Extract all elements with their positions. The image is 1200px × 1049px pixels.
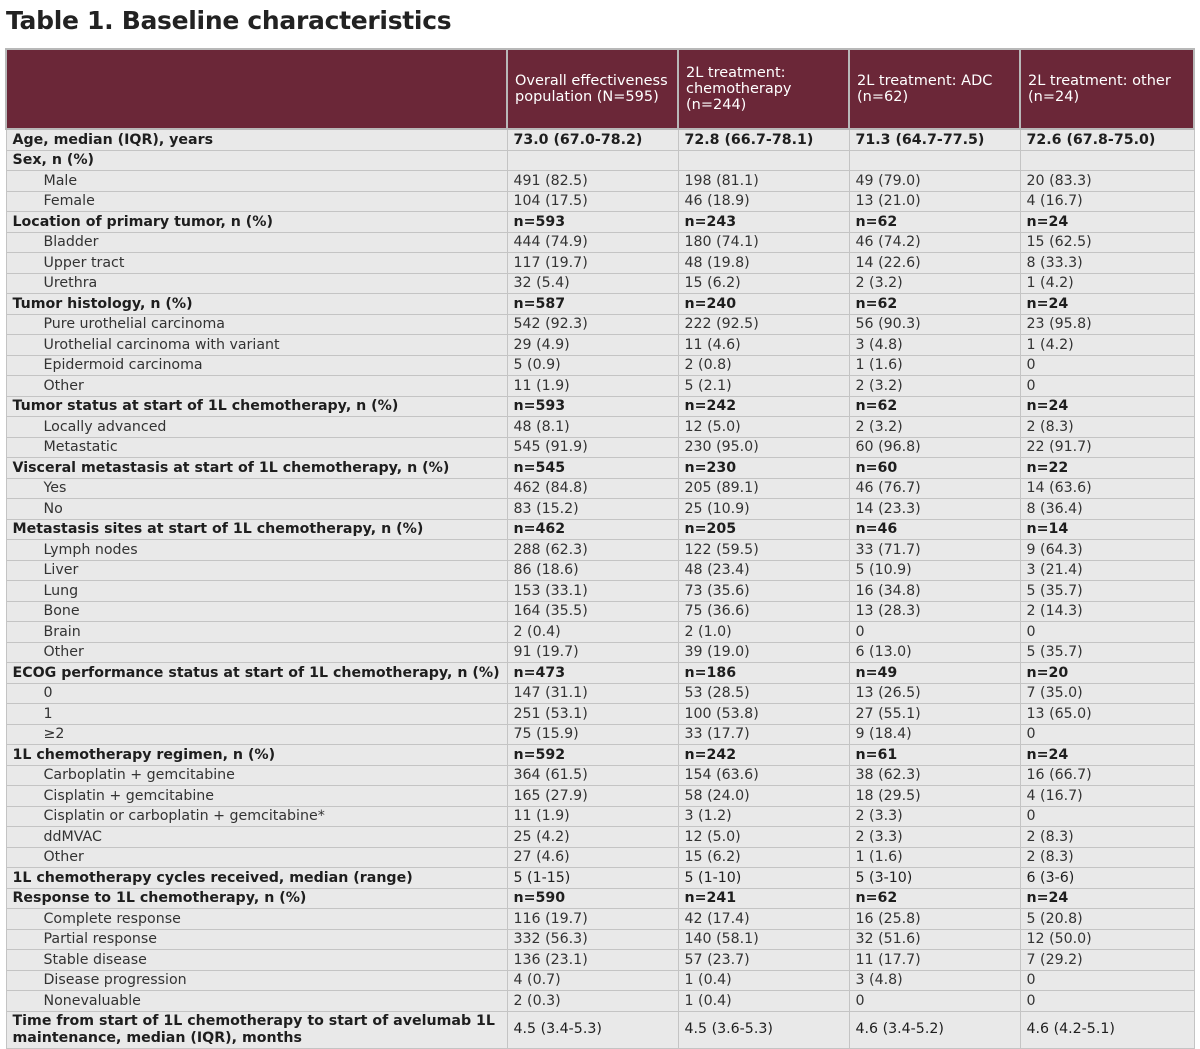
cell-other: 0 (1020, 806, 1194, 827)
cell-overall: 116 (19.7) (507, 909, 678, 930)
row-label: Carboplatin + gemcitabine (6, 765, 507, 786)
cell-adc: 18 (29.5) (849, 786, 1020, 807)
row-label: Bone (6, 601, 507, 622)
table-row (6, 499, 1194, 520)
cell-chemotherapy: n=242 (678, 396, 849, 417)
row-label: Tumor status at start of 1L chemotherapy, n (%) (6, 396, 507, 417)
row-label: Metastasis sites at start of 1L chemotherapy, n (%) (6, 519, 507, 540)
table-row (6, 950, 1194, 971)
cell-chemotherapy: 15 (6.2) (678, 273, 849, 294)
row-label: Complete response (6, 909, 507, 930)
row-label: 1L chemotherapy cycles received, median (range) (6, 868, 507, 889)
cell-overall: 11 (1.9) (507, 806, 678, 827)
row-label: Locally advanced (6, 417, 507, 438)
table-row (6, 929, 1194, 950)
table-row-category (6, 1011, 1194, 1048)
table-row-category (6, 868, 1194, 889)
row-label: Cisplatin or carboplatin + gemcitabine* (6, 806, 507, 827)
cell-overall: n=593 (507, 396, 678, 417)
table-row (6, 683, 1194, 704)
cell-adc: 6 (13.0) (849, 642, 1020, 663)
cell-adc: 33 (71.7) (849, 540, 1020, 561)
row-label: Upper tract (6, 253, 507, 274)
cell-overall: 136 (23.1) (507, 950, 678, 971)
cell-chemotherapy: 46 (18.9) (678, 191, 849, 212)
cell-chemotherapy: 57 (23.7) (678, 950, 849, 971)
cell-overall: 4.5 (3.4-5.3) (507, 1011, 678, 1048)
row-label: Brain (6, 622, 507, 643)
cell-other: 8 (36.4) (1020, 499, 1194, 520)
cell-chemotherapy: n=243 (678, 212, 849, 233)
cell-overall: 153 (33.1) (507, 581, 678, 602)
table-row (6, 765, 1194, 786)
table-header (6, 49, 1194, 129)
header-cell-characteristic (6, 49, 507, 129)
cell-other: 72.6 (67.8-75.0) (1020, 129, 1194, 150)
cell-overall: n=587 (507, 294, 678, 315)
cell-overall: 83 (15.2) (507, 499, 678, 520)
table-row-category (6, 212, 1194, 233)
row-label: ECOG performance status at start of 1L chemotherapy, n (%) (6, 663, 507, 684)
cell-other: 6 (3-6) (1020, 868, 1194, 889)
cell-adc: 2 (3.2) (849, 417, 1020, 438)
row-label: Metastatic (6, 437, 507, 458)
cell-chemotherapy: 39 (19.0) (678, 642, 849, 663)
cell-other: 13 (65.0) (1020, 704, 1194, 725)
cell-chemotherapy: 2 (1.0) (678, 622, 849, 643)
cell-adc: n=46 (849, 519, 1020, 540)
cell-adc: 14 (23.3) (849, 499, 1020, 520)
row-label: 1 (6, 704, 507, 725)
cell-chemotherapy: 4.5 (3.6-5.3) (678, 1011, 849, 1048)
cell-other: 4 (16.7) (1020, 786, 1194, 807)
cell-adc: 5 (10.9) (849, 560, 1020, 581)
table-row (6, 376, 1194, 397)
cell-adc: 46 (74.2) (849, 232, 1020, 253)
baseline-characteristics-table (5, 48, 1195, 1049)
cell-chemotherapy: 75 (36.6) (678, 601, 849, 622)
table-row (6, 560, 1194, 581)
row-label: Epidermoid carcinoma (6, 355, 507, 376)
cell-chemotherapy: 42 (17.4) (678, 909, 849, 930)
cell-other: 1 (4.2) (1020, 335, 1194, 356)
row-label: Female (6, 191, 507, 212)
cell-other: 2 (8.3) (1020, 847, 1194, 868)
cell-adc: 27 (55.1) (849, 704, 1020, 725)
cell-overall: 91 (19.7) (507, 642, 678, 663)
cell-other: 5 (35.7) (1020, 642, 1194, 663)
row-label: Visceral metastasis at start of 1L chemotherapy, n (%) (6, 458, 507, 479)
cell-overall: 462 (84.8) (507, 478, 678, 499)
cell-chemotherapy: 122 (59.5) (678, 540, 849, 561)
cell-chemotherapy: n=186 (678, 663, 849, 684)
table-row (6, 601, 1194, 622)
row-label: ddMVAC (6, 827, 507, 848)
cell-overall: 147 (31.1) (507, 683, 678, 704)
cell-other: 5 (20.8) (1020, 909, 1194, 930)
row-label: Lung (6, 581, 507, 602)
cell-other: n=20 (1020, 663, 1194, 684)
row-label: Nonevaluable (6, 991, 507, 1012)
cell-adc: 16 (25.8) (849, 909, 1020, 930)
header-cell-chemotherapy: 2L treatment: chemotherapy (n=244) (678, 49, 849, 129)
table-row (6, 355, 1194, 376)
table-row-category (6, 129, 1194, 150)
cell-adc: 11 (17.7) (849, 950, 1020, 971)
table-row-category (6, 294, 1194, 315)
cell-overall: 73.0 (67.0-78.2) (507, 129, 678, 150)
row-label: 0 (6, 683, 507, 704)
row-label: Time from start of 1L chemotherapy to start of avelumab 1L maintenance, median (IQR), months (6, 1011, 507, 1048)
cell-chemotherapy: n=230 (678, 458, 849, 479)
cell-other: 0 (1020, 355, 1194, 376)
cell-overall: n=545 (507, 458, 678, 479)
cell-adc: 2 (3.2) (849, 273, 1020, 294)
cell-overall: 332 (56.3) (507, 929, 678, 950)
cell-adc: 32 (51.6) (849, 929, 1020, 950)
table-row (6, 171, 1194, 192)
cell-other: 9 (64.3) (1020, 540, 1194, 561)
row-label: Other (6, 642, 507, 663)
cell-chemotherapy: 53 (28.5) (678, 683, 849, 704)
cell-chemotherapy: 222 (92.5) (678, 314, 849, 335)
cell-adc: 16 (34.8) (849, 581, 1020, 602)
cell-overall: n=473 (507, 663, 678, 684)
cell-other: n=24 (1020, 888, 1194, 909)
cell-adc: 0 (849, 622, 1020, 643)
cell-chemotherapy: 5 (1-10) (678, 868, 849, 889)
cell-chemotherapy: 25 (10.9) (678, 499, 849, 520)
table-row (6, 847, 1194, 868)
cell-adc: 3 (4.8) (849, 335, 1020, 356)
row-label: Yes (6, 478, 507, 499)
cell-other: n=22 (1020, 458, 1194, 479)
cell-other: n=24 (1020, 396, 1194, 417)
table-row (6, 478, 1194, 499)
cell-overall: 117 (19.7) (507, 253, 678, 274)
cell-adc: 2 (3.3) (849, 827, 1020, 848)
cell-adc: 4.6 (3.4-5.2) (849, 1011, 1020, 1048)
cell-adc: 13 (28.3) (849, 601, 1020, 622)
cell-overall: n=593 (507, 212, 678, 233)
cell-other: 7 (29.2) (1020, 950, 1194, 971)
cell-chemotherapy: n=205 (678, 519, 849, 540)
cell-chemotherapy: 48 (19.8) (678, 253, 849, 274)
cell-adc: n=60 (849, 458, 1020, 479)
row-label: Partial response (6, 929, 507, 950)
cell-overall: n=462 (507, 519, 678, 540)
table-row-category (6, 663, 1194, 684)
cell-adc: 1 (1.6) (849, 355, 1020, 376)
table-row-category (6, 888, 1194, 909)
cell-overall: n=590 (507, 888, 678, 909)
table-row (6, 970, 1194, 991)
row-label: Pure urothelial carcinoma (6, 314, 507, 335)
cell-adc: 14 (22.6) (849, 253, 1020, 274)
table-row-category (6, 519, 1194, 540)
cell-other: 0 (1020, 970, 1194, 991)
table-row (6, 704, 1194, 725)
cell-other: n=24 (1020, 745, 1194, 766)
cell-other: 14 (63.6) (1020, 478, 1194, 499)
table-row (6, 806, 1194, 827)
cell-overall: 104 (17.5) (507, 191, 678, 212)
cell-chemotherapy: 11 (4.6) (678, 335, 849, 356)
cell-other: 4.6 (4.2-5.1) (1020, 1011, 1194, 1048)
cell-chemotherapy: 1 (0.4) (678, 970, 849, 991)
cell-other: n=14 (1020, 519, 1194, 540)
row-label: Other (6, 376, 507, 397)
table-row (6, 786, 1194, 807)
table-row (6, 827, 1194, 848)
cell-chemotherapy: n=240 (678, 294, 849, 315)
cell-adc: 71.3 (64.7-77.5) (849, 129, 1020, 150)
cell-chemotherapy (678, 150, 849, 171)
cell-adc: n=62 (849, 294, 1020, 315)
cell-adc: 13 (21.0) (849, 191, 1020, 212)
row-label: Other (6, 847, 507, 868)
cell-overall: 545 (91.9) (507, 437, 678, 458)
header-cell-overall: Overall effectiveness population (N=595) (507, 49, 678, 129)
table-row (6, 335, 1194, 356)
row-label: Tumor histology, n (%) (6, 294, 507, 315)
cell-other: 2 (8.3) (1020, 827, 1194, 848)
row-label: Bladder (6, 232, 507, 253)
cell-adc: 49 (79.0) (849, 171, 1020, 192)
table-row (6, 724, 1194, 745)
cell-other: 0 (1020, 376, 1194, 397)
table-row-category (6, 458, 1194, 479)
cell-adc: 13 (26.5) (849, 683, 1020, 704)
table-row (6, 909, 1194, 930)
cell-overall: 251 (53.1) (507, 704, 678, 725)
cell-chemotherapy: 198 (81.1) (678, 171, 849, 192)
cell-adc: n=49 (849, 663, 1020, 684)
cell-overall: 27 (4.6) (507, 847, 678, 868)
cell-other: 22 (91.7) (1020, 437, 1194, 458)
cell-other: 0 (1020, 622, 1194, 643)
cell-overall: 444 (74.9) (507, 232, 678, 253)
cell-adc: n=62 (849, 212, 1020, 233)
table-row (6, 437, 1194, 458)
cell-other: 5 (35.7) (1020, 581, 1194, 602)
cell-overall: 75 (15.9) (507, 724, 678, 745)
cell-other (1020, 150, 1194, 171)
cell-overall: 288 (62.3) (507, 540, 678, 561)
cell-adc: 56 (90.3) (849, 314, 1020, 335)
cell-chemotherapy: 100 (53.8) (678, 704, 849, 725)
header-cell-other: 2L treatment: other (n=24) (1020, 49, 1194, 129)
cell-overall: 86 (18.6) (507, 560, 678, 581)
row-label: No (6, 499, 507, 520)
cell-other: 15 (62.5) (1020, 232, 1194, 253)
row-label: Urethra (6, 273, 507, 294)
table-row (6, 273, 1194, 294)
cell-adc: 2 (3.2) (849, 376, 1020, 397)
cell-overall: 165 (27.9) (507, 786, 678, 807)
table-row (6, 232, 1194, 253)
table-row (6, 642, 1194, 663)
cell-chemotherapy: n=242 (678, 745, 849, 766)
cell-other: 2 (8.3) (1020, 417, 1194, 438)
cell-adc: n=61 (849, 745, 1020, 766)
cell-overall: 25 (4.2) (507, 827, 678, 848)
cell-adc: 38 (62.3) (849, 765, 1020, 786)
cell-other: 20 (83.3) (1020, 171, 1194, 192)
cell-chemotherapy: 5 (2.1) (678, 376, 849, 397)
cell-overall: 32 (5.4) (507, 273, 678, 294)
row-label: Urothelial carcinoma with variant (6, 335, 507, 356)
cell-other: n=24 (1020, 294, 1194, 315)
cell-chemotherapy: 2 (0.8) (678, 355, 849, 376)
table-row (6, 191, 1194, 212)
cell-chemotherapy: 154 (63.6) (678, 765, 849, 786)
cell-chemotherapy: 140 (58.1) (678, 929, 849, 950)
cell-chemotherapy: 180 (74.1) (678, 232, 849, 253)
cell-chemotherapy: n=241 (678, 888, 849, 909)
cell-other: 7 (35.0) (1020, 683, 1194, 704)
row-label: 1L chemotherapy regimen, n (%) (6, 745, 507, 766)
cell-other: 2 (14.3) (1020, 601, 1194, 622)
row-label: Stable disease (6, 950, 507, 971)
table-row (6, 622, 1194, 643)
cell-chemotherapy: 3 (1.2) (678, 806, 849, 827)
cell-chemotherapy: 72.8 (66.7-78.1) (678, 129, 849, 150)
cell-adc: n=62 (849, 396, 1020, 417)
cell-adc: n=62 (849, 888, 1020, 909)
row-label: Male (6, 171, 507, 192)
cell-overall (507, 150, 678, 171)
cell-other: 16 (66.7) (1020, 765, 1194, 786)
row-label: ≥2 (6, 724, 507, 745)
cell-adc: 2 (3.3) (849, 806, 1020, 827)
cell-overall: 364 (61.5) (507, 765, 678, 786)
cell-other: 1 (4.2) (1020, 273, 1194, 294)
cell-chemotherapy: 230 (95.0) (678, 437, 849, 458)
cell-adc: 1 (1.6) (849, 847, 1020, 868)
cell-adc: 0 (849, 991, 1020, 1012)
table-body (6, 129, 1194, 1048)
cell-other: n=24 (1020, 212, 1194, 233)
cell-adc: 46 (76.7) (849, 478, 1020, 499)
cell-adc: 9 (18.4) (849, 724, 1020, 745)
table-row (6, 991, 1194, 1012)
row-label: Age, median (IQR), years (6, 129, 507, 150)
cell-adc (849, 150, 1020, 171)
row-label: Disease progression (6, 970, 507, 991)
table-row (6, 314, 1194, 335)
cell-chemotherapy: 205 (89.1) (678, 478, 849, 499)
table-row (6, 540, 1194, 561)
cell-overall: 2 (0.3) (507, 991, 678, 1012)
cell-other: 23 (95.8) (1020, 314, 1194, 335)
table-row-category (6, 150, 1194, 171)
table-row (6, 253, 1194, 274)
cell-overall: 2 (0.4) (507, 622, 678, 643)
cell-chemotherapy: 12 (5.0) (678, 827, 849, 848)
cell-chemotherapy: 15 (6.2) (678, 847, 849, 868)
cell-other: 3 (21.4) (1020, 560, 1194, 581)
cell-overall: 11 (1.9) (507, 376, 678, 397)
row-label: Sex, n (%) (6, 150, 507, 171)
cell-chemotherapy: 58 (24.0) (678, 786, 849, 807)
row-label: Cisplatin + gemcitabine (6, 786, 507, 807)
cell-chemotherapy: 33 (17.7) (678, 724, 849, 745)
cell-overall: 5 (1-15) (507, 868, 678, 889)
row-label: Liver (6, 560, 507, 581)
cell-adc: 3 (4.8) (849, 970, 1020, 991)
cell-adc: 60 (96.8) (849, 437, 1020, 458)
cell-overall: 491 (82.5) (507, 171, 678, 192)
cell-overall: 5 (0.9) (507, 355, 678, 376)
cell-chemotherapy: 48 (23.4) (678, 560, 849, 581)
cell-chemotherapy: 1 (0.4) (678, 991, 849, 1012)
table-title: Table 1. Baseline characteristics (6, 6, 452, 35)
cell-overall: 4 (0.7) (507, 970, 678, 991)
table-row-category (6, 396, 1194, 417)
header-row (6, 49, 1194, 129)
cell-chemotherapy: 73 (35.6) (678, 581, 849, 602)
cell-chemotherapy: 12 (5.0) (678, 417, 849, 438)
table-row (6, 417, 1194, 438)
row-label: Response to 1L chemotherapy, n (%) (6, 888, 507, 909)
cell-other: 4 (16.7) (1020, 191, 1194, 212)
header-cell-adc: 2L treatment: ADC (n=62) (849, 49, 1020, 129)
cell-overall: 48 (8.1) (507, 417, 678, 438)
row-label: Location of primary tumor, n (%) (6, 212, 507, 233)
cell-overall: 164 (35.5) (507, 601, 678, 622)
cell-overall: 542 (92.3) (507, 314, 678, 335)
cell-other: 0 (1020, 991, 1194, 1012)
row-label: Lymph nodes (6, 540, 507, 561)
cell-other: 12 (50.0) (1020, 929, 1194, 950)
cell-other: 0 (1020, 724, 1194, 745)
cell-overall: n=592 (507, 745, 678, 766)
cell-other: 8 (33.3) (1020, 253, 1194, 274)
cell-overall: 29 (4.9) (507, 335, 678, 356)
table-row (6, 581, 1194, 602)
table-row-category (6, 745, 1194, 766)
cell-adc: 5 (3-10) (849, 868, 1020, 889)
